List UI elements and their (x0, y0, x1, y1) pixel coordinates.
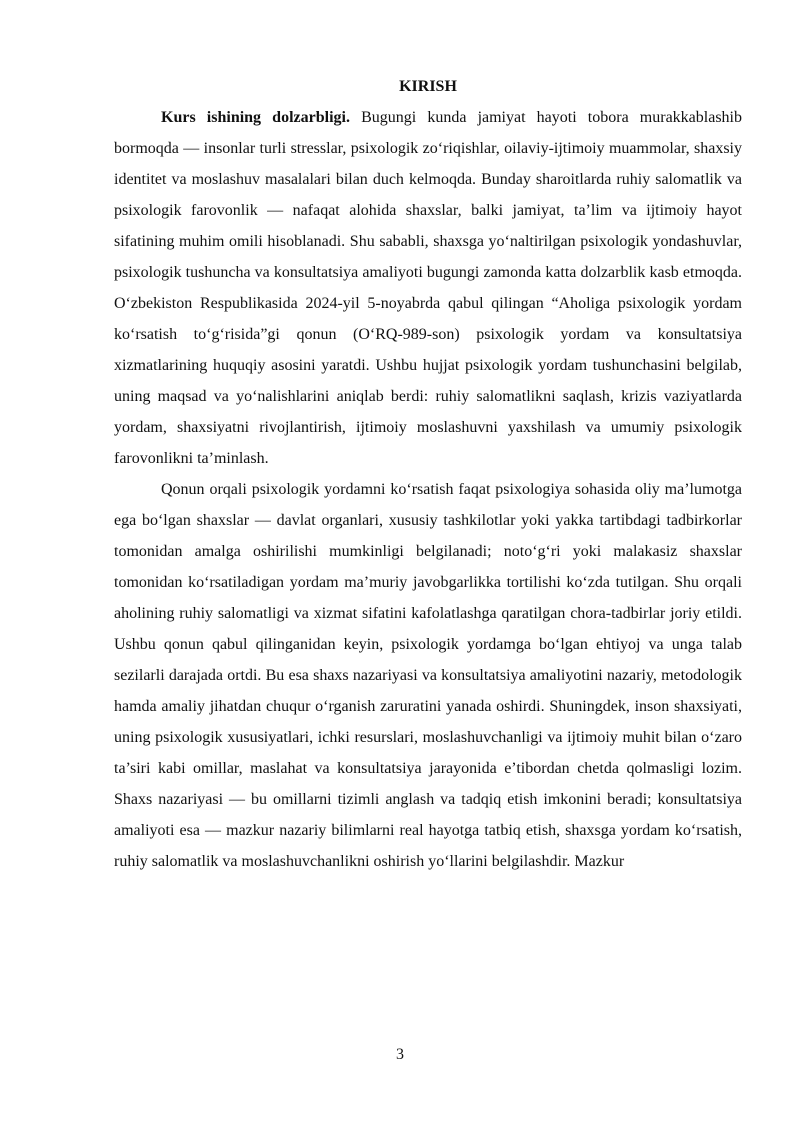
page-number: 3 (396, 1046, 404, 1063)
paragraph-law (114, 474, 742, 877)
document-page (114, 72, 742, 877)
paragraph-text: Bugungi kunda jamiyat hayoti tobora murakkablashib bormoqda — insonlar turli stresslar, psixologik zo‘riqishlar, oilaviy-ijtimoiy muammolar, shaxsiy identitet va moslashuv masalalari bilan duch kelmoqda. Bunday sharoitlarda ruhiy salomatlik va psixologik farovonlik — nafaqat alohida shaxslar, balki jamiyat, ta’lim va ijtimoiy hayot sifatining muhim omili hisoblanadi. Shu sababli, shaxsga yo‘naltirilgan psixologik yondashuvlar, psixologik tushuncha va konsultatsiya amaliyoti bugungi zamonda katta dolzarblik kasb etmoqda. O‘zbekiston Respublikasida 2024-yil 5-noyabrda qabul qilingan “Aholiga psixologik yordam ko‘rsatish to‘g‘risida”gi qonun (O‘RQ-989-son) psixologik yordam va konsultatsiya xizmatlarining huquqiy asosini yaratdi. Ushbu hujjat psixologik yordam tushunchasini belgilab, uning maqsad va yo‘nalishlarini aniqlab berdi: ruhiy salomatlikni saqlash, krizis vaziyatlarda yordam, shaxsiyatni rivojlantirish, ijtimoiy moslashuvni yaxshilash va umumiy psixologik farovonlikni ta’minlash. (114, 109, 742, 467)
paragraph-text: Qonun orqali psixologik yordamni ko‘rsatish faqat psixologiya sohasida oliy ma’lumotga ega bo‘lgan shaxslar — davlat organlari, xususiy tashkilotlar yoki yakka tartibdagi tadbirkorlar tomonidan amalga oshirilishi mumkinligi belgilanadi; noto‘g‘ri yoki malakasiz shaxslar tomonidan ko‘rsatiladigan yordam ma’muriy javobgarlikka tortilishi ko‘zda tutilgan. Shu orqali aholining ruhiy salomatligi va xizmat sifatini kafolatlashga qaratilgan chora-tadbirlar joriy etildi. Ushbu qonun qabul qilinganidan keyin, psixologik yordamga bo‘lgan ehtiyoj va unga talab sezilarli darajada ortdi. Bu esa shaxs nazariyasi va konsultatsiya amaliyotini nazariy, metodologik hamda amaliy jihatdan chuqur o‘rganish zaruratini yanada oshirdi. Shuningdek, inson shaxsiyati, uning psixologik xususiyatlari, ichki resurslari, moslashuvchanligi va ijtimoiy muhit bilan o‘zaro ta’siri kabi omillar, maslahat va konsultatsiya jarayonida e’tibordan chetda qolmasligi lozim. Shaxs nazariyasi — bu omillarni tizimli anglash va tadqiq etish imkonini beradi; konsultatsiya amaliyoti esa — mazkur nazariy bilimlarni real hayotga tatbiq etish, shaxsga yordam ko‘rsatish, ruhiy salomatlik va moslashuvchanlikni oshirish yo‘llarini belgilashdir. Mazkur (114, 481, 742, 870)
paragraph-lead-bold: Kurs ishining dolzarbligi. (161, 109, 350, 126)
section-heading: KIRISH (399, 78, 457, 95)
paragraph-relevance (114, 102, 742, 474)
